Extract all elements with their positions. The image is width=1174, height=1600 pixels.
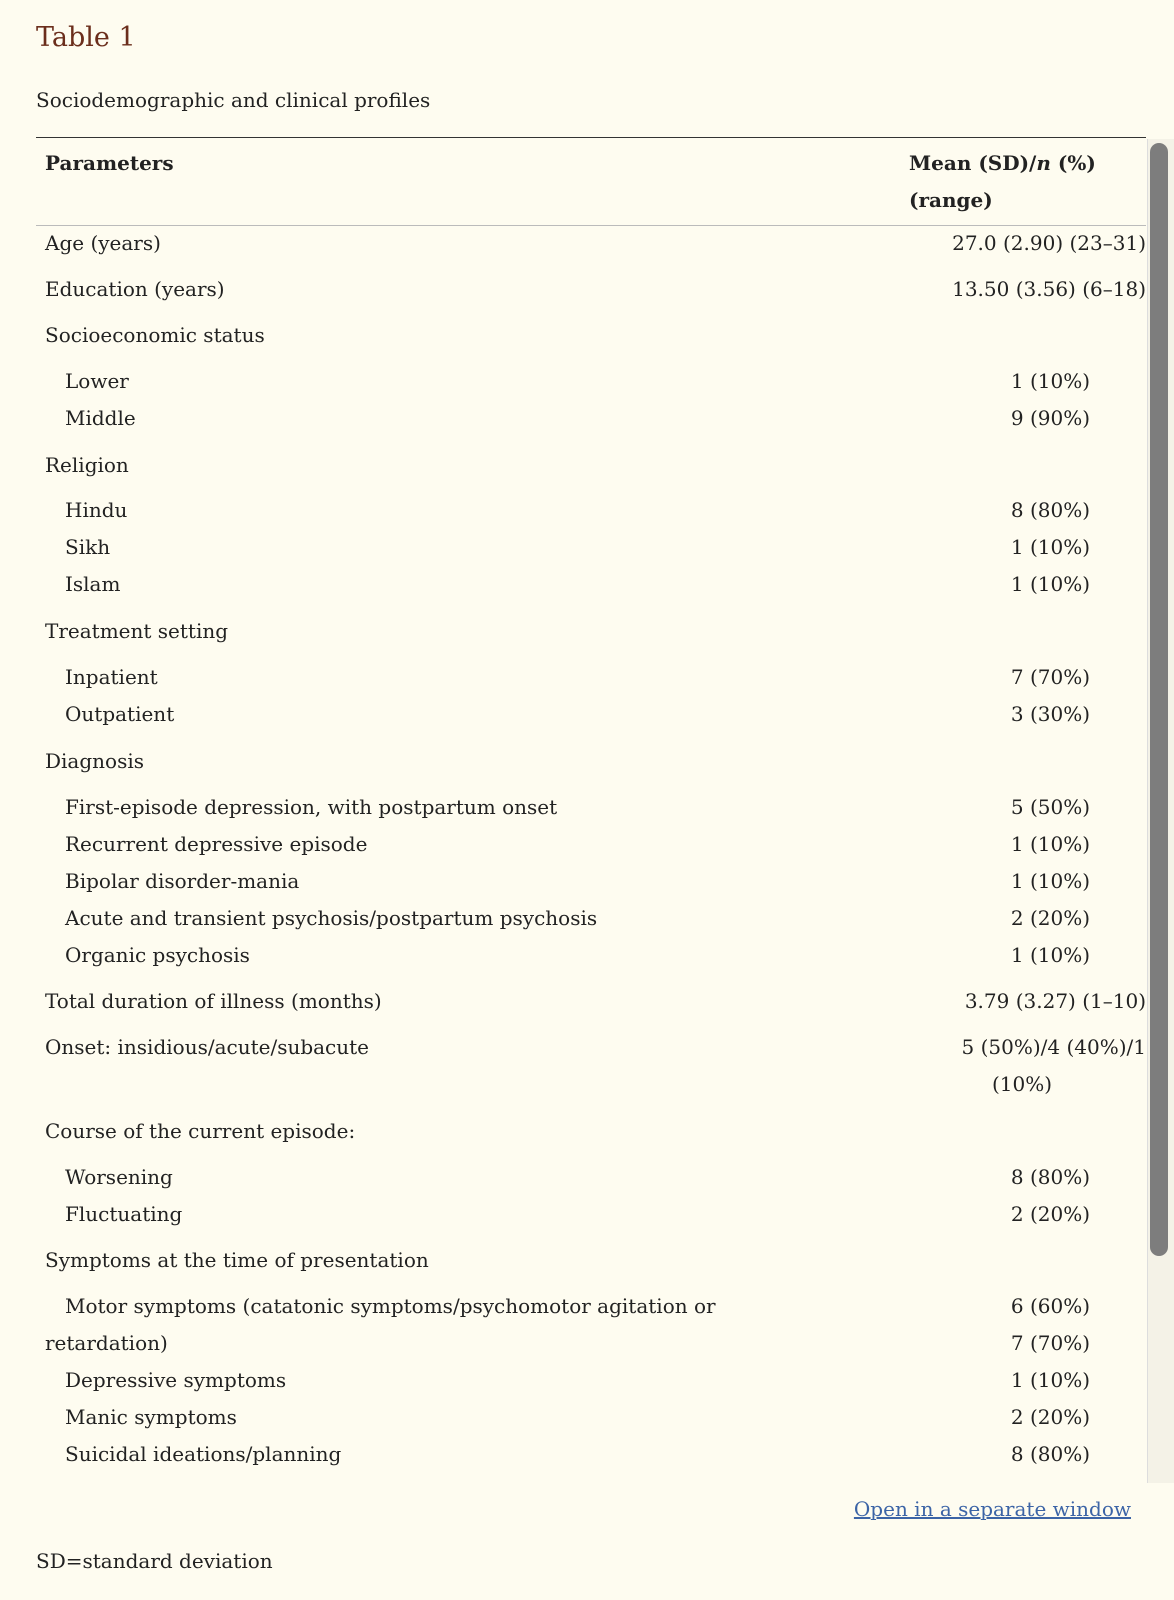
table-scroll-container[interactable] <box>36 137 1146 1484</box>
row-label: Depressive symptoms <box>65 1368 287 1392</box>
row-label: Onset: insidious/acute/subacute <box>45 1035 370 1059</box>
table-caption: Sociodemographic and clinical profiles <box>36 88 431 112</box>
row-value-continuation: (10%) <box>991 1072 1052 1096</box>
table-scrollbar-thumb[interactable] <box>1150 143 1168 1256</box>
row-label: Symptoms at the time of presentation <box>45 1248 429 1272</box>
row-value: 7 (70%) <box>1010 1331 1090 1355</box>
row-label: Suicidal ideations/planning <box>65 1442 342 1466</box>
header-parameters: Parameters <box>45 151 174 175</box>
row-label: Education (years) <box>45 277 225 301</box>
row-value: 9 (90%) <box>1010 406 1090 430</box>
row-label: Worsening <box>65 1165 173 1189</box>
row-label: retardation) <box>45 1331 168 1355</box>
row-label: Course of the current episode: <box>45 1119 356 1143</box>
row-label: Sikh <box>65 535 111 559</box>
row-label: Age (years) <box>45 231 161 255</box>
row-value: 13.50 (3.56) (6–18) <box>952 277 1146 301</box>
row-label: Religion <box>45 453 129 477</box>
row-value: 2 (20%) <box>1010 906 1090 930</box>
row-label: Hindu <box>65 498 128 522</box>
row-value: 6 (60%) <box>1010 1294 1090 1318</box>
header-value: Mean (SD)/n (%) (range) <box>909 151 1096 212</box>
row-value: 1 (10%) <box>1010 535 1090 559</box>
row-value: 8 (80%) <box>1010 1442 1090 1466</box>
row-label: Islam <box>65 572 121 596</box>
row-label: Treatment setting <box>45 619 229 643</box>
row-value: 5 (50%) <box>1010 795 1090 819</box>
row-label: Organic psychosis <box>65 943 250 967</box>
row-label: Total duration of illness (months) <box>45 989 382 1013</box>
row-label: Bipolar disorder-mania <box>65 869 300 893</box>
row-label: Fluctuating <box>65 1202 183 1226</box>
row-value: 7 (70%) <box>1010 665 1090 689</box>
footnote: SD=standard deviation <box>36 1549 273 1573</box>
row-label: Inpatient <box>65 665 158 689</box>
row-value: 27.0 (2.90) (23–31) <box>952 231 1146 255</box>
table-header <box>36 138 1146 226</box>
row-value: 1 (10%) <box>1010 943 1090 967</box>
row-value: 3 (30%) <box>1010 702 1090 726</box>
row-value: 3.79 (3.27) (1–10) <box>964 989 1146 1013</box>
row-label: First-episode depression, with postpartum onset <box>65 795 558 819</box>
row-label: Manic symptoms <box>65 1405 237 1429</box>
row-value: 1 (10%) <box>1010 572 1090 596</box>
row-label: Lower <box>65 369 129 393</box>
row-value: 5 (50%)/4 (40%)/1 <box>961 1035 1146 1059</box>
row-value: 1 (10%) <box>1010 1368 1090 1392</box>
row-label: Middle <box>65 406 136 430</box>
row-value: 2 (20%) <box>1010 1202 1090 1226</box>
table-title: Table 1 <box>36 22 136 53</box>
row-value: 2 (20%) <box>1010 1405 1090 1429</box>
row-label: Outpatient <box>65 702 175 726</box>
row-label: Diagnosis <box>45 749 145 773</box>
row-label: Acute and transient psychosis/postpartum psychosis <box>65 906 598 930</box>
row-label: Socioeconomic status <box>45 323 265 347</box>
row-value: 1 (10%) <box>1010 869 1090 893</box>
row-value: 1 (10%) <box>1010 369 1090 393</box>
row-label: Motor symptoms (catatonic symptoms/psychomotor agitation or <box>65 1294 716 1318</box>
row-value: 8 (80%) <box>1010 1165 1090 1189</box>
row-label: Recurrent depressive episode <box>65 832 368 856</box>
row-value: 8 (80%) <box>1010 498 1090 522</box>
open-separate-window-link[interactable]: Open in a separate window <box>853 1497 1131 1521</box>
row-value: 1 (10%) <box>1010 832 1090 856</box>
